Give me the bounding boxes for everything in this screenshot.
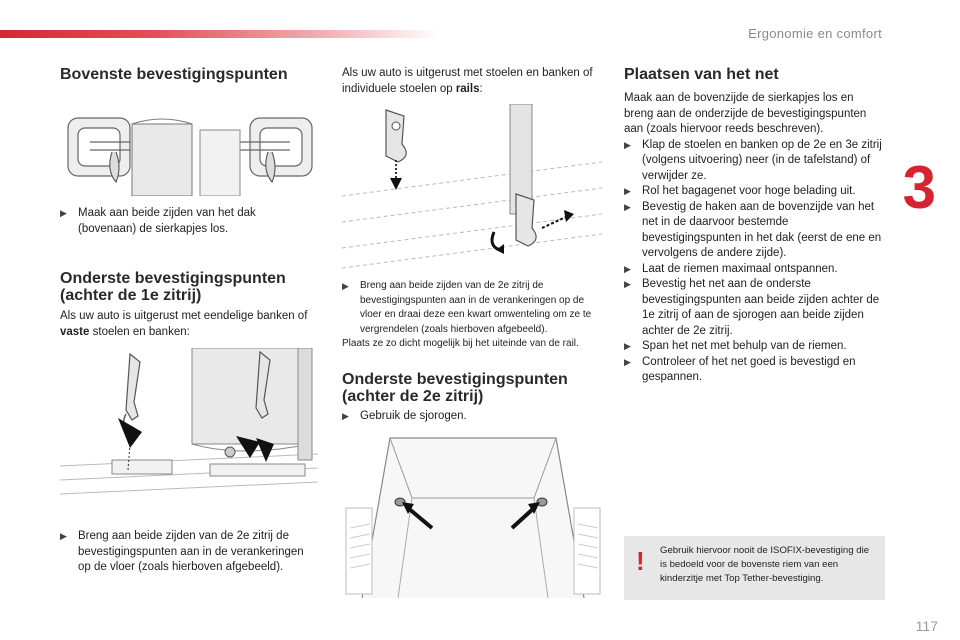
net-step: ▶ Span het net met behulp van de riemen. xyxy=(624,339,886,355)
heading-lower-anchors-row1: Onderste bevestigingspunten (achter de 1e zitrij) xyxy=(60,270,286,304)
section-title: Ergonomie en comfort xyxy=(748,26,882,41)
net-intro: Maak aan de bovenzijde de sierkapjes los en breng aan de onderzijde de bevestigingspunten aan (zoals hiervoor reeds beschreven). xyxy=(624,92,867,135)
figure-floor-anchors xyxy=(60,348,318,500)
bullet-icon: ▶ xyxy=(624,356,631,367)
bullet-icon: ▶ xyxy=(624,201,631,212)
roof-anchors-illustration xyxy=(60,104,318,196)
figure-rail-anchors xyxy=(342,104,602,274)
bullet-icon: ▶ xyxy=(624,263,631,274)
bullet-icon: ▶ xyxy=(60,531,67,541)
heading-upper-anchors: Bovenste bevestigingspunten xyxy=(60,66,288,83)
heading-net-installation: Plaatsen van het net xyxy=(624,66,779,83)
header-accent-bar xyxy=(0,30,440,38)
figure-roof-anchors xyxy=(60,104,318,196)
rails-note: Plaats ze zo dicht mogelijk bij het uiteinde van de rail. xyxy=(342,338,579,349)
bullet-icon: ▶ xyxy=(624,139,631,150)
figure-lashing-eyes xyxy=(342,428,604,598)
page-number: 117 xyxy=(915,618,938,634)
net-step: ▶ Bevestig de haken aan de bovenzijde van het net in de daarvoor bestemde bevestigingspunten in het dak (eerst de ene en vervolgens de andere zijde). xyxy=(624,200,882,259)
bullet-icon: ▶ xyxy=(342,411,349,421)
bullet-icon: ▶ xyxy=(60,208,67,218)
rails-instructions: ▶ Breng aan beide zijden van de 2e zitrij de bevestigingspunten aan in de verankeringen op de vloer en draai deze een kwart omwenteling om ze te vergrendelen (zoals hierboven afgebeeld). Plaats ze zo dicht mogelijk bij het uiteinde van de rail. xyxy=(342,279,602,352)
bullet-lashing-eyes: ▶ Gebruik de sjorogen. xyxy=(342,409,600,425)
net-step: ▶ Rol het bagagenet voor hoge belading uit. xyxy=(624,184,886,200)
lashing-eyes-illustration xyxy=(342,428,604,598)
heading-lower-anchors-row2: Onderste bevestigingspunten (achter de 2e zitrij) xyxy=(342,371,568,405)
bullet-lower-anchors-row1: ▶ Breng aan beide zijden van de 2e zitrij de bevestigingspunten aan in de verankeringen op de vloer (zoals hierboven afgebeeld). xyxy=(60,530,304,573)
intro-fixed-seats: Als uw auto is uitgerust met eendelige banken of vaste stoelen en banken: xyxy=(60,310,308,338)
net-step: ▶ Klap de stoelen en banken op de 2e en 3e zitrij (volgens uitvoering) neer (in de tafelstand) of verwijder ze. xyxy=(624,138,882,182)
net-step: ▶ Laat de riemen maximaal ontspannen. xyxy=(624,262,886,278)
exclamation-icon: ! xyxy=(636,546,645,576)
bullet-upper-anchors: ▶ Maak aan beide zijden van het dak (bovenaan) de sierkapjes los. xyxy=(60,207,256,235)
floor-anchors-illustration xyxy=(60,348,318,500)
bullet-icon: ▶ xyxy=(342,281,349,291)
rail-anchors-illustration xyxy=(342,104,602,274)
warning-text: Gebruik hiervoor nooit de ISOFIX-bevestiging die is bedoeld voor de bovenste riem van een kinderzitje met Top Tether-bevestiging. xyxy=(660,545,870,584)
warning-box xyxy=(624,536,885,600)
intro-rail-seats: Als uw auto is uitgerust met stoelen en banken of individuele stoelen op rails: xyxy=(342,67,593,95)
net-step: ▶ Bevestig het net aan de onderste bevestigingspunten aan beide zijden achter de 1e zitrij of aan de sjorogen aan beide zijden achter de 2e zitrij. xyxy=(624,278,880,337)
chapter-number: 3 xyxy=(902,154,936,221)
net-instructions xyxy=(624,91,886,386)
bullet-icon: ▶ xyxy=(624,186,631,196)
bullet-icon: ▶ xyxy=(624,279,631,289)
bullet-icon: ▶ xyxy=(624,341,631,351)
net-step: ▶ Controleer of het net goed is bevestigd en gespannen. xyxy=(624,355,856,383)
